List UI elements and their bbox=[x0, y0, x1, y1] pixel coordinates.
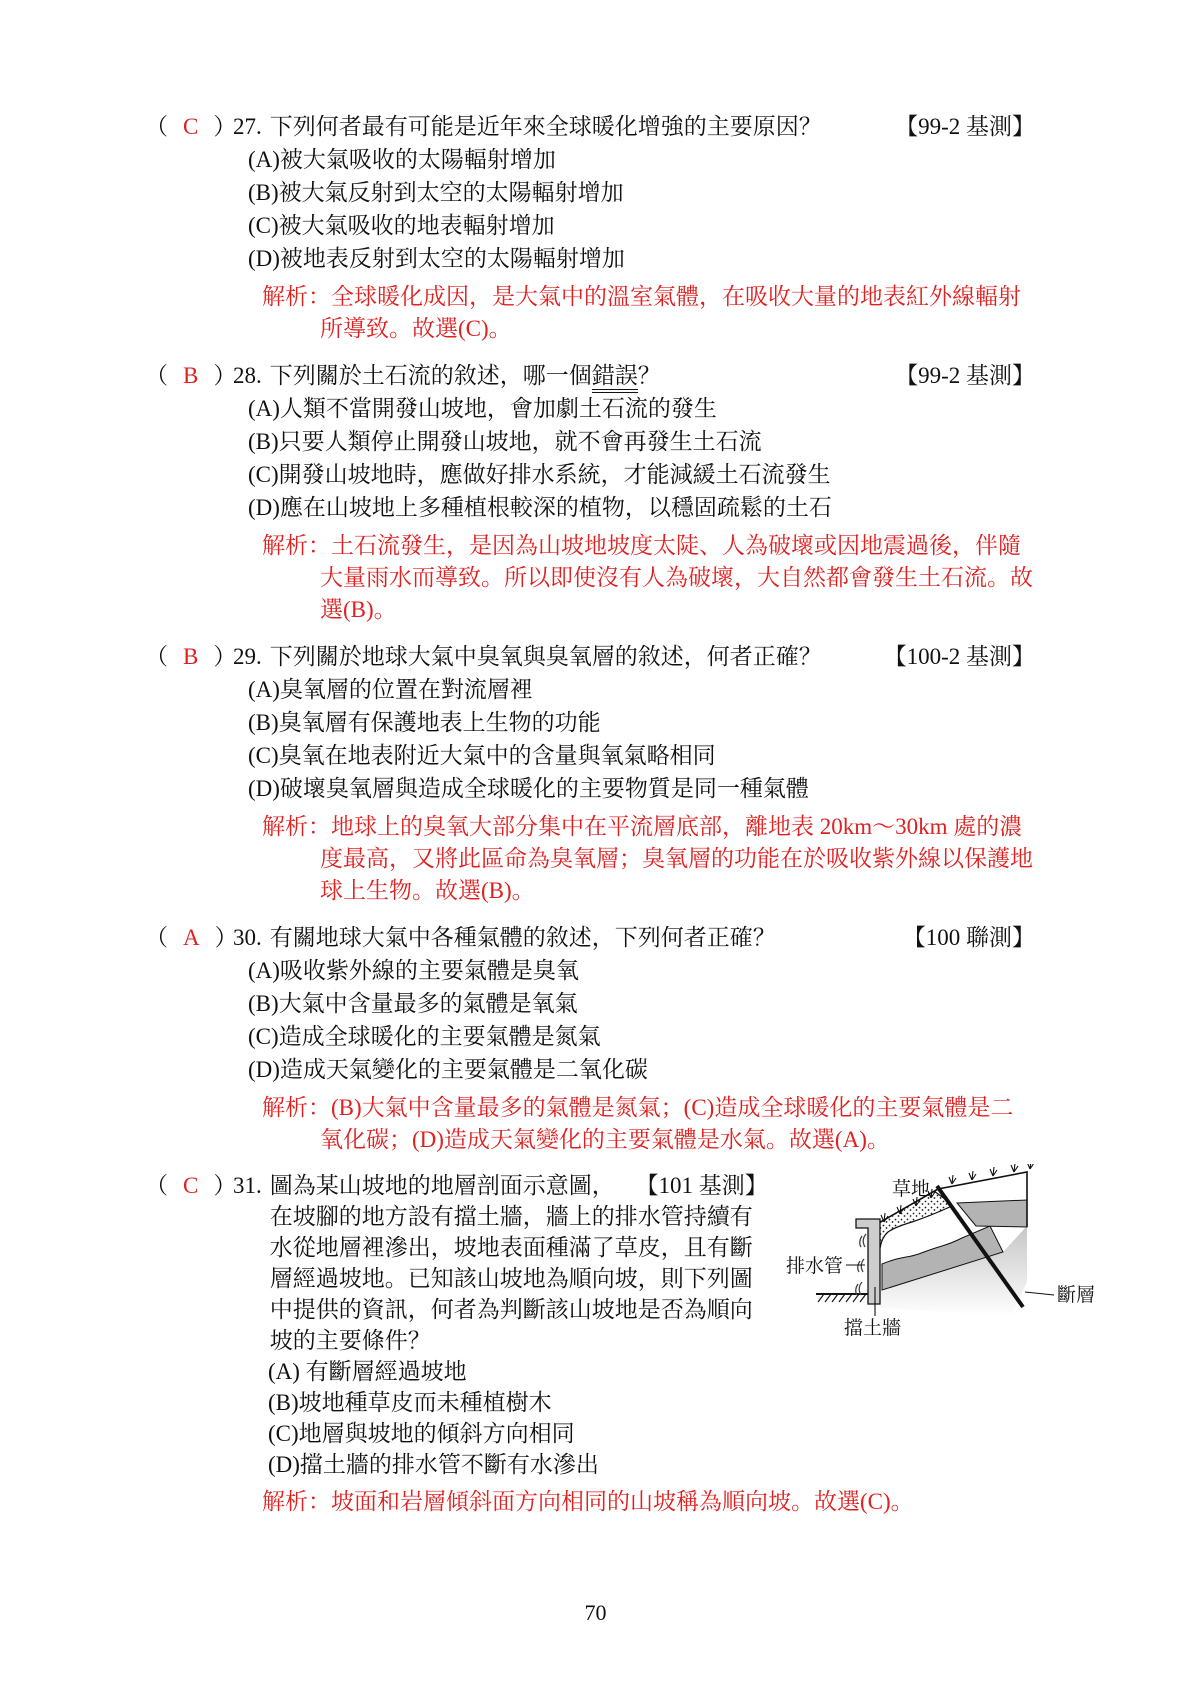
answer-box bbox=[145, 640, 237, 673]
answer-box bbox=[145, 921, 238, 954]
option-c: (C)開發山坡地時，應做好排水系統，才能減緩土石流發生 bbox=[248, 462, 831, 487]
question-30-options bbox=[248, 954, 1035, 1086]
question-source-tag: 【99-2 基測】 bbox=[895, 363, 1035, 388]
answer-letter: A bbox=[183, 925, 200, 950]
option-c: (C)臭氧在地表附近大氣中的含量與氧氣略相同 bbox=[248, 743, 716, 768]
option-a: (A)臭氧層的位置在對流層裡 bbox=[248, 677, 533, 702]
paren-close: ） bbox=[213, 1173, 237, 1198]
analysis-text: 土石流發生，是因為山坡地坡度太陡、人為破壞或因地震過後，伴隨大量雨水而導致。所以即使沒有人為破壞，大自然都會發生土石流。故選(B)。 bbox=[320, 533, 1033, 622]
label-retaining-wall: 擋土牆 bbox=[844, 1318, 902, 1339]
question-source-tag: 【101 基測】 bbox=[635, 1173, 768, 1198]
answer-letter: C bbox=[183, 1173, 199, 1198]
question-31 bbox=[145, 1170, 1096, 1518]
answer-letter: B bbox=[183, 363, 199, 388]
question-source-tag: 【100-2 基測】 bbox=[883, 644, 1035, 669]
question-28 bbox=[145, 359, 1035, 626]
question-number: 28. bbox=[233, 363, 262, 388]
question-27-options bbox=[248, 143, 1035, 275]
paren-open: （ bbox=[145, 363, 168, 388]
paren-close: ） bbox=[214, 925, 238, 950]
option-b: (B)坡地種草皮而未種植樹木 bbox=[268, 1390, 552, 1415]
option-a: (A)人類不當開發山坡地，會加劇土石流的發生 bbox=[248, 396, 717, 421]
option-d: (D)應在山坡地上多種植根較深的植物，以穩固疏鬆的土石 bbox=[248, 495, 832, 520]
title-pre: 下列關於土石流的敘述，哪一個 bbox=[269, 363, 592, 388]
paren-close: ） bbox=[213, 644, 237, 669]
paren-close: ） bbox=[213, 363, 237, 388]
option-b: (B)只要人類停止開發山坡地，就不會再發生土石流 bbox=[248, 429, 762, 454]
question-29-analysis bbox=[262, 811, 1035, 907]
analysis-text: 地球上的臭氧大部分集中在平流層底部，離地表 20km～30km 處的濃度最高，又將此區命為臭氧層；臭氧層的功能在於吸收紫外線以保護地球上生物。故選(B)。 bbox=[320, 814, 1033, 903]
option-b: (B)大氣中含量最多的氣體是氧氣 bbox=[248, 991, 578, 1016]
question-number: 27. bbox=[233, 114, 262, 139]
analysis-label: 解析： bbox=[262, 533, 331, 558]
answer-letter: B bbox=[183, 644, 199, 669]
question-source-tag: 【99-2 基測】 bbox=[895, 114, 1035, 139]
analysis-label: 解析： bbox=[262, 814, 331, 839]
question-31-options bbox=[268, 1356, 1035, 1480]
question-title: 下列何者最有可能是近年來全球暖化增強的主要原因？ bbox=[269, 114, 822, 139]
question-28-header bbox=[145, 359, 1035, 392]
question-30-header bbox=[145, 921, 1035, 954]
paren-open: （ bbox=[145, 114, 168, 139]
question-29-header bbox=[145, 640, 1035, 673]
question-30-analysis bbox=[262, 1092, 1035, 1156]
question-30 bbox=[145, 921, 1035, 1156]
question-29 bbox=[145, 640, 1035, 907]
page-number: 70 bbox=[584, 1600, 607, 1625]
question-27 bbox=[145, 110, 1035, 345]
answer-box bbox=[145, 110, 237, 143]
option-a: (A)吸收紫外線的主要氣體是臭氧 bbox=[248, 958, 579, 983]
option-d: (D)擋土牆的排水管不斷有水滲出 bbox=[268, 1452, 599, 1477]
option-d: (D)造成天氣變化的主要氣體是二氧化碳 bbox=[248, 1057, 648, 1082]
title-text: 圖為某山坡地的地層剖面示意圖，在坡腳的地方設有擋土牆，牆上的排水管持續有水從地層裡滲出，坡地表面種滿了草皮，且有斷層經過坡地。已知該山坡地為順向坡，則下列圖中提供的資訊，何者為判斷該山坡地是否為順向坡的主要條件？ bbox=[269, 1173, 753, 1353]
label-drainpipe: 排水管 bbox=[786, 1256, 844, 1277]
option-c: (C)地層與坡地的傾斜方向相同 bbox=[268, 1421, 575, 1446]
question-31-analysis bbox=[262, 1486, 1035, 1518]
question-28-analysis bbox=[262, 530, 1035, 626]
paren-close: ） bbox=[213, 114, 237, 139]
label-fault: 斷層 bbox=[1057, 1285, 1096, 1306]
paren-open: （ bbox=[145, 1173, 168, 1198]
option-a: (A) 有斷層經過坡地 bbox=[268, 1359, 467, 1384]
option-d: (D)被地表反射到太空的太陽輻射增加 bbox=[248, 246, 625, 271]
exam-page-content bbox=[145, 110, 1096, 1532]
option-d: (D)破壞臭氧層與造成全球暖化的主要物質是同一種氣體 bbox=[248, 776, 809, 801]
title-post: ？ bbox=[637, 363, 661, 388]
question-source-tag: 【100 聯測】 bbox=[902, 925, 1035, 950]
question-27-header bbox=[145, 110, 1035, 143]
ground-hatching bbox=[818, 1294, 866, 1302]
question-title: 下列關於地球大氣中臭氧與臭氧層的敘述，何者正確？ bbox=[269, 644, 822, 669]
analysis-text: 坡面和岩層傾斜面方向相同的山坡稱為順向坡。故選(C)。 bbox=[331, 1489, 914, 1514]
option-a: (A)被大氣吸收的太陽輻射增加 bbox=[248, 147, 556, 172]
option-c: (C)被大氣吸收的地表輻射增加 bbox=[248, 213, 555, 238]
analysis-text: (B)大氣中含量最多的氣體是氮氣；(C)造成全球暖化的主要氣體是二氧化碳；(D)造成天氣變化的主要氣體是水氣。故選(A)。 bbox=[320, 1095, 1014, 1152]
question-number: 29. bbox=[233, 644, 262, 669]
option-b: (B)被大氣反射到太空的太陽輻射增加 bbox=[248, 180, 624, 205]
question-title: 有關地球大氣中各種氣體的敘述，下列何者正確？ bbox=[269, 925, 776, 950]
paren-open: （ bbox=[145, 644, 168, 669]
analysis-label: 解析： bbox=[262, 1489, 331, 1514]
option-c: (C)造成全球暖化的主要氣體是氮氣 bbox=[248, 1024, 601, 1049]
question-28-options bbox=[248, 392, 1035, 524]
title-emphasis-underlined: 錯誤 bbox=[592, 363, 638, 393]
question-29-options bbox=[248, 673, 1035, 805]
question-title bbox=[270, 359, 885, 392]
gray-stratum-right bbox=[957, 1200, 1027, 1227]
analysis-label: 解析： bbox=[262, 1095, 331, 1120]
answer-box bbox=[145, 1170, 237, 1201]
question-27-analysis bbox=[262, 281, 1035, 345]
question-number: 30. bbox=[233, 925, 262, 950]
slope-cross-section-figure bbox=[780, 1164, 1125, 1354]
answer-letter: C bbox=[183, 114, 199, 139]
analysis-text: 全球暖化成因，是大氣中的溫室氣體，在吸收大量的地表紅外線輻射所導致。故選(C)。 bbox=[320, 284, 1021, 341]
question-number: 31. bbox=[233, 1173, 262, 1198]
question-title bbox=[270, 1170, 768, 1356]
analysis-label: 解析： bbox=[262, 284, 331, 309]
paren-open: （ bbox=[145, 925, 168, 950]
answer-box bbox=[145, 359, 237, 392]
label-grass: 草地 bbox=[892, 1179, 931, 1200]
option-b: (B)臭氧層有保護地表上生物的功能 bbox=[248, 710, 601, 735]
